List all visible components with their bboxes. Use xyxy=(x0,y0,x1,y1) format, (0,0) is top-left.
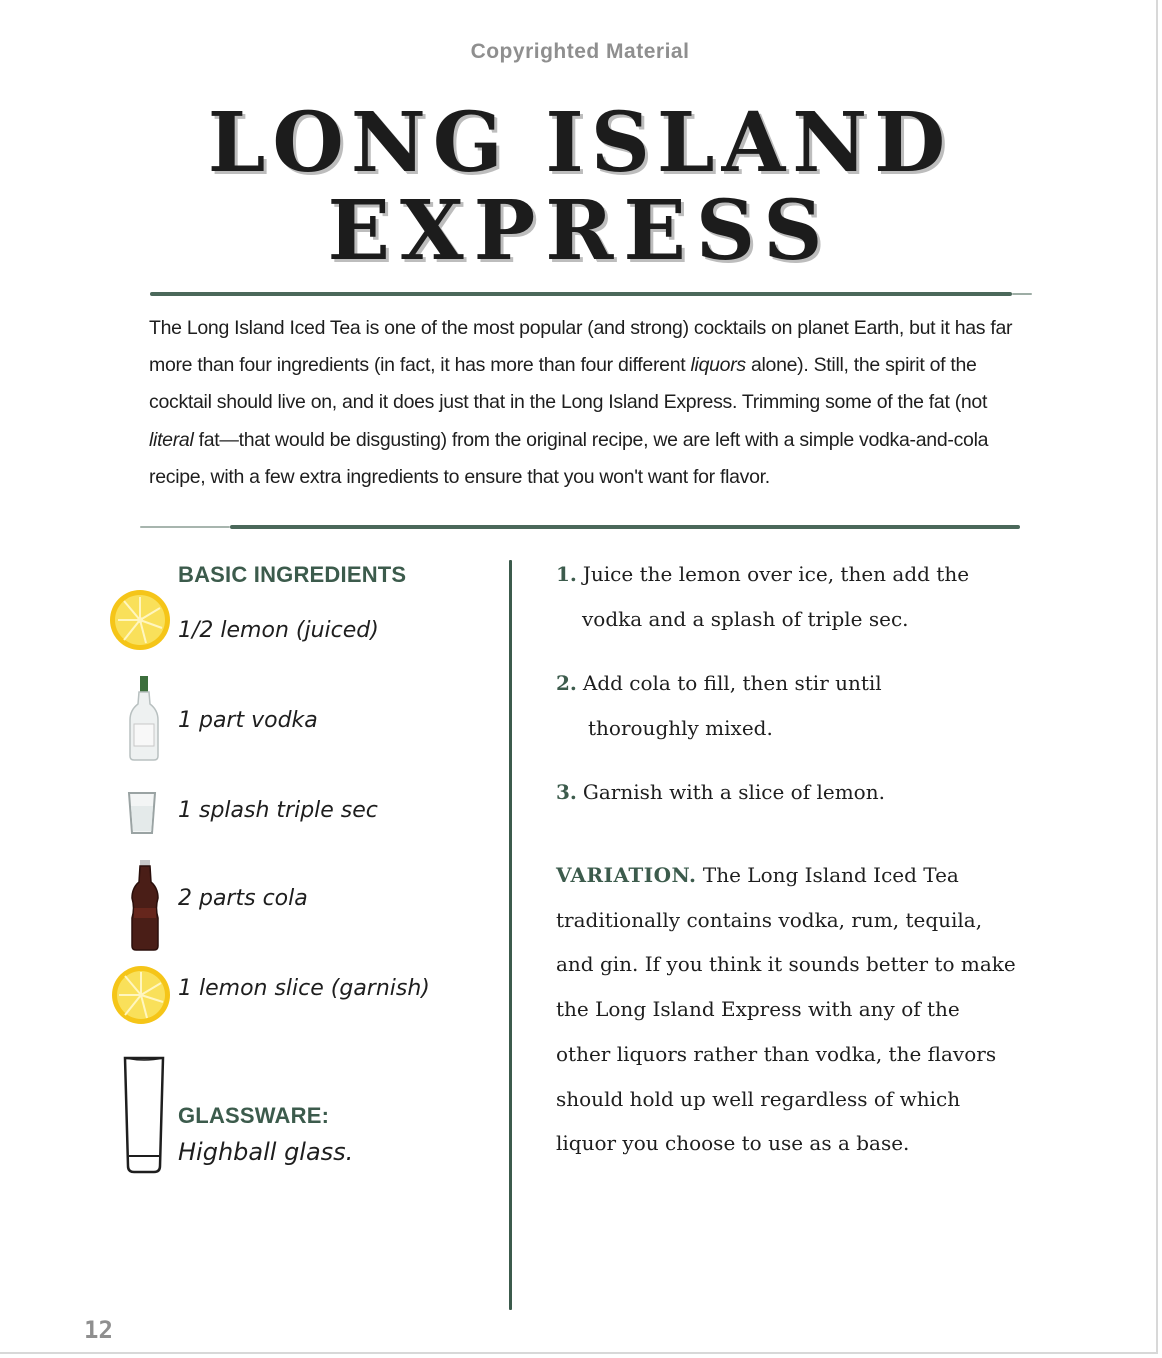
intro-text-3: fat—that would be disgusting) from the original recipe, we are left with a simple vodka-and-cola recipe, with a few extra ingredients to ensure that you won't want for flavor. xyxy=(149,428,989,488)
variation-label: VARIATION. xyxy=(556,863,697,887)
ingredient-lemon-half: 1/2 lemon (juiced) xyxy=(178,618,379,643)
middle-divider-rule xyxy=(230,525,1020,529)
step-3-number: 3. xyxy=(556,780,577,804)
cola-bottle-icon xyxy=(128,858,162,952)
step-1-number: 1. xyxy=(556,562,577,586)
title-line-2: EXPRESS xyxy=(327,183,833,279)
glassware-value: Highball glass. xyxy=(178,1138,354,1166)
step-2-number: 2. xyxy=(556,671,577,695)
step-1 xyxy=(556,552,1016,642)
top-divider-rule xyxy=(150,292,1012,296)
page-number: 12 xyxy=(84,1316,113,1344)
shot-glass-icon xyxy=(126,790,158,836)
glassware-heading: GLASSWARE: xyxy=(178,1103,330,1128)
title-line-1: LONG ISLAND xyxy=(207,95,953,191)
top-divider-rule-tail xyxy=(1012,293,1032,295)
intro-italic-literal: literal xyxy=(149,428,194,451)
ingredients-heading: BASIC INGREDIENTS xyxy=(178,562,407,587)
intro-paragraph xyxy=(149,310,1019,496)
step-1-line-2: vodka and a splash of triple sec. xyxy=(582,607,909,631)
copyright-notice: Copyrighted Material xyxy=(470,40,690,63)
ingredient-lemon-slice: 1 lemon slice (garnish) xyxy=(178,976,430,1001)
step-2-line-1: Add cola to fill, then stir until xyxy=(582,671,882,695)
ingredient-vodka: 1 part vodka xyxy=(178,708,318,733)
intro-text-2: alone). Still, the spirit of the cocktail should live on, and it does just that in the Long Island Express. Trimming some of the fat (not xyxy=(149,354,988,414)
ingredient-triple-sec: 1 splash triple sec xyxy=(178,798,378,823)
column-divider xyxy=(509,560,512,1310)
variation-paragraph xyxy=(556,853,1018,1166)
step-2 xyxy=(556,661,1016,751)
ingredient-cola: 2 parts cola xyxy=(178,886,308,911)
lemon-slice-icon xyxy=(110,964,172,1026)
intro-text-1: The Long Island Iced Tea is one of the most popular (and strong) cocktails on planet Earth, but it has far more than four ingredients (in fact, it has more than four different xyxy=(149,317,1013,377)
middle-divider-rule-tail xyxy=(140,526,230,528)
highball-glass-icon xyxy=(120,1054,168,1176)
step-3-line-1: Garnish with a slice of lemon. xyxy=(582,780,885,804)
intro-italic-liquors: liquors xyxy=(690,354,746,377)
step-3 xyxy=(556,770,1016,815)
variation-text: The Long Island Iced Tea traditionally contains vodka, rum, tequila, and gin. If you think it sounds better to make the Long Island Express with any of the other liquors rather than vodka, the flavors should hold up well regardless of which liquor you choose to use as a base. xyxy=(556,863,1016,1156)
lemon-half-icon xyxy=(108,588,172,652)
step-1-line-1: Juice the lemon over ice, then add the xyxy=(582,562,970,586)
vodka-bottle-icon xyxy=(126,674,162,762)
step-2-line-2: thoroughly mixed. xyxy=(588,716,773,740)
